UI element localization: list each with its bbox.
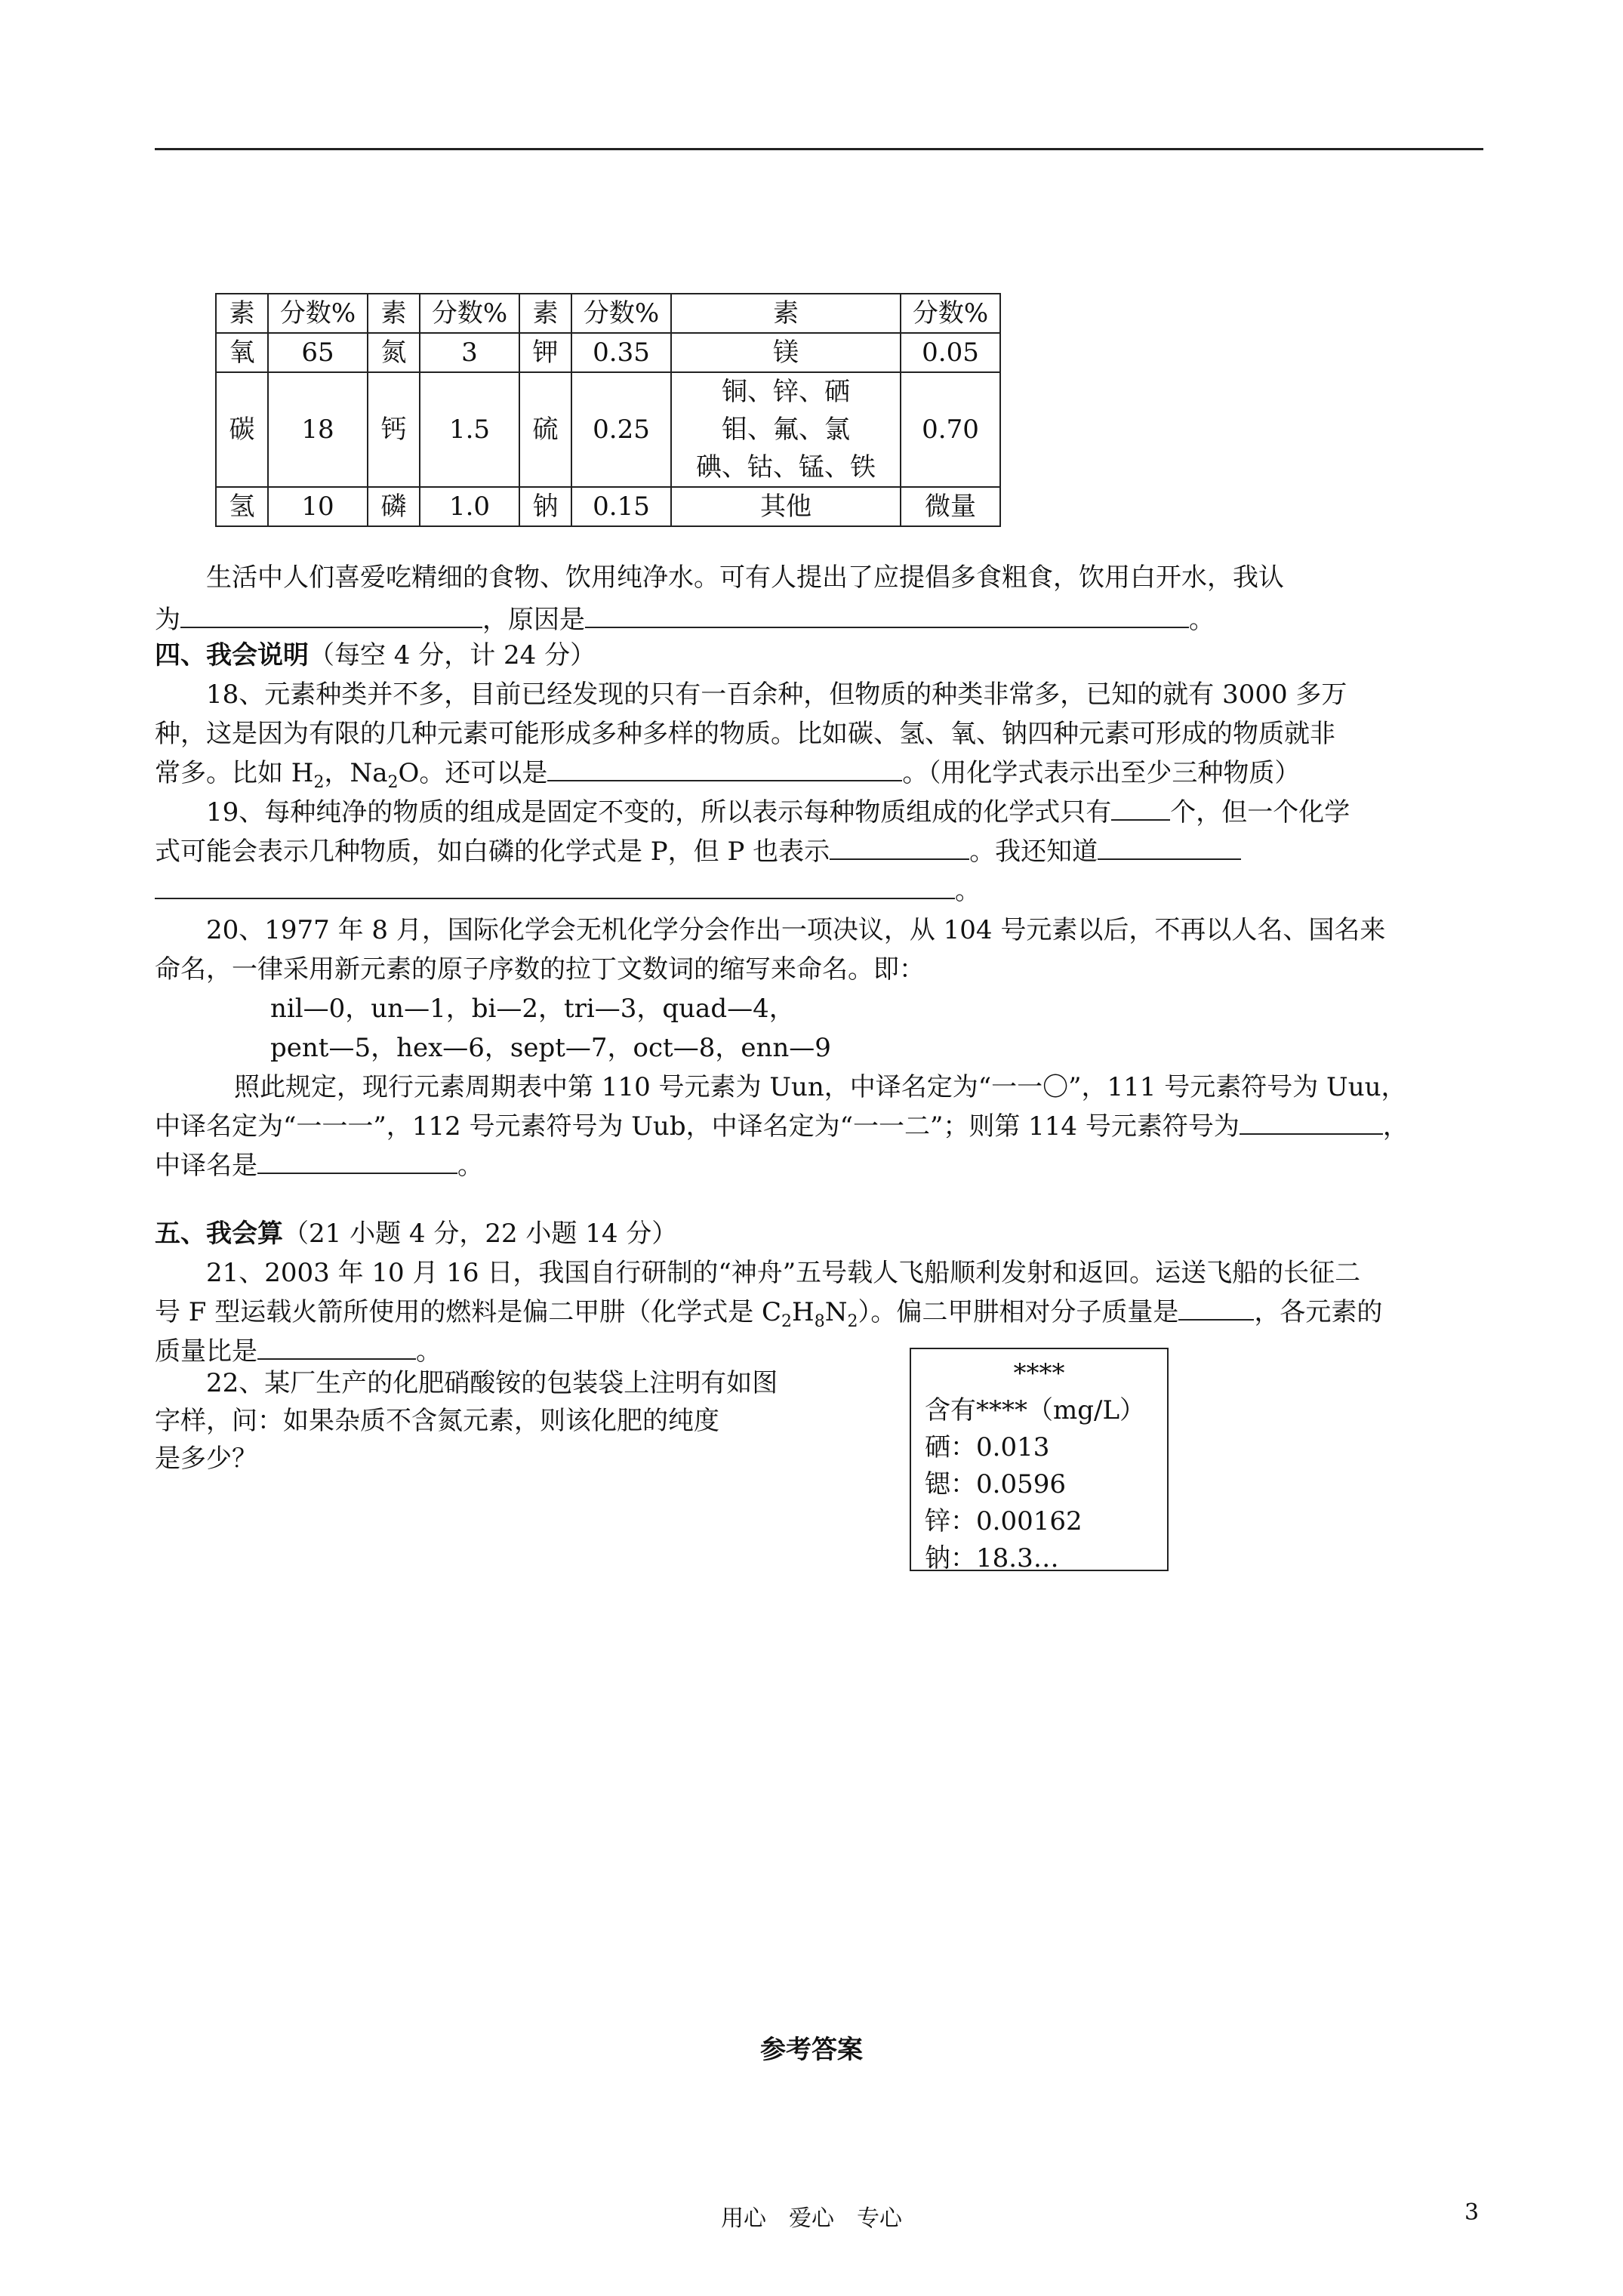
answer-blank[interactable]	[1098, 833, 1241, 860]
table-cell: 其他	[671, 487, 901, 526]
q20-line-4: pent—5，hex—6，sept—7，oct—8，enn—9	[270, 1033, 831, 1063]
table-cell: 1.0	[420, 487, 519, 526]
answer-blank[interactable]	[585, 601, 1189, 628]
q20-line-6	[155, 1108, 1409, 1145]
q21-text: ，各元素的	[1254, 1297, 1383, 1327]
q22-line-2: 字样，问：如果杂质不含氮元素，则该化肥的纯度	[155, 1406, 719, 1436]
q19-text: 式可能会表示几种物质，如白磷的化学式是 P，但 P 也表示	[155, 837, 830, 867]
q21-text: 。	[416, 1336, 442, 1367]
header-rule	[155, 148, 1483, 150]
table-cell: 素	[671, 294, 901, 333]
table-cell: 1.5	[420, 372, 519, 487]
table-cell: 65	[268, 333, 368, 372]
q18-text: O。还可以是	[398, 758, 548, 788]
answer-blank[interactable]	[1111, 794, 1170, 821]
table-cell: 0.15	[571, 487, 671, 526]
section-4-heading	[155, 636, 596, 674]
q18-line-1: 18、元素种类并不多，目前已经发现的只有一百余种，但物质的种类非常多，已知的就有 3000 多万	[206, 680, 1347, 710]
subscript: 2	[781, 1311, 793, 1331]
q19-line-3	[155, 872, 981, 910]
product-label-box	[910, 1348, 1169, 1571]
answer-blank[interactable]	[830, 833, 969, 860]
element-fraction-table	[215, 293, 1001, 527]
q21-text: N	[824, 1297, 848, 1327]
q18-text: 。（用化学式表示出至少三种物质）	[902, 758, 1301, 788]
q20-line-7	[155, 1147, 483, 1185]
table-cell: 0.05	[901, 333, 1000, 372]
section-title: 四、我会说明	[155, 640, 309, 670]
section-note: （每空 4 分，计 24 分）	[309, 640, 596, 670]
answers-heading: 参考答案	[760, 2035, 863, 2065]
q21-text: 质量比是	[155, 1336, 257, 1367]
table-cell: 镁	[671, 333, 901, 372]
section-note: （21 小题 4 分，22 小题 14 分）	[283, 1219, 678, 1249]
table-cell: 分数%	[268, 294, 368, 333]
label-line: 钠：18.3…	[925, 1543, 1059, 1573]
answer-blank[interactable]	[1178, 1293, 1254, 1321]
table-cell: 0.25	[571, 372, 671, 487]
q19-text: 个，但一个化学	[1170, 797, 1350, 827]
subscript: 2	[847, 1311, 858, 1331]
table-cell: 素	[519, 294, 571, 333]
label-line: 锶：0.0596	[925, 1469, 1066, 1499]
q20-text: 中译名定为“一一一”，112 号元素符号为 Uub，中译名定为“一一二”；则第 114 号元素符号为	[155, 1111, 1240, 1142]
q21-text: H	[792, 1297, 815, 1327]
q19-text: 。我还知道	[969, 837, 1098, 867]
subscript: 2	[313, 772, 325, 792]
table-cell: 素	[368, 294, 420, 333]
section-5-heading	[155, 1215, 677, 1253]
q18-line-2: 种，这是因为有限的几种元素可能形成多种多样的物质。比如碳、氢、氧、钠四种元素可形成的物质就非	[155, 719, 1335, 749]
q20-line-1: 20、1977 年 8 月，国际化学会无机化学分会作出一项决议，从 104 号元素以后，不再以人名、国名来	[206, 915, 1386, 945]
page-number: 3	[1464, 2199, 1480, 2226]
table-cell: 分数%	[901, 294, 1000, 333]
table-cell: 18	[268, 372, 368, 487]
q17-line-2	[155, 601, 1215, 639]
table-cell: 0.70	[901, 372, 1000, 487]
table-cell: 铜、锌、硒 钼、氟、氯 碘、钴、锰、铁	[671, 372, 901, 487]
table-cell: 10	[268, 487, 368, 526]
subscript: 2	[387, 772, 399, 792]
table-cell: 钾	[519, 333, 571, 372]
q18-text: ，Na	[324, 758, 388, 788]
q19-line-1	[206, 794, 1350, 831]
q17-text: ，原因是	[482, 605, 585, 635]
page-footer: 用心 爱心 专心	[721, 2205, 902, 2232]
table-cell: 硫	[519, 372, 571, 487]
q21-text: ）。偏二甲肼相对分子质量是	[858, 1297, 1179, 1327]
table-cell: 碳	[216, 372, 268, 487]
q19-text: 19、每种纯净的物质的组成是固定不变的，所以表示每种物质组成的化学式只有	[206, 797, 1112, 827]
q19-text: 。	[955, 876, 981, 906]
q19-line-2	[155, 833, 1241, 871]
answer-blank[interactable]	[155, 872, 955, 899]
answer-blank[interactable]	[1240, 1108, 1383, 1135]
table-cell: 分数%	[571, 294, 671, 333]
section-title: 五、我会算	[155, 1219, 283, 1249]
table-cell: 钠	[519, 487, 571, 526]
answer-blank[interactable]	[257, 1147, 457, 1174]
label-line: 硒：0.013	[925, 1432, 1050, 1462]
table-cell: 氧	[216, 333, 268, 372]
answer-blank[interactable]	[547, 754, 902, 781]
q21-text: 号 F 型运载火箭所使用的燃料是偏二甲肼（化学式是 C	[155, 1297, 782, 1327]
label-line: 锌：0.00162	[925, 1506, 1083, 1536]
label-title: ****	[1013, 1358, 1065, 1388]
q22-line-3: 是多少？	[155, 1444, 257, 1474]
table-cell: 3	[420, 333, 519, 372]
q22-line-1: 22、某厂生产的化肥硝酸铵的包装袋上注明有如图	[206, 1368, 778, 1398]
table-cell: 分数%	[420, 294, 519, 333]
table-cell: 氮	[368, 333, 420, 372]
q18-text: 常多。比如 H	[155, 758, 314, 788]
q20-line-5: 照此规定，现行元素周期表中第 110 号元素为 Uun，中译名定为“一一〇”，111 号元素符号为 Uuu，	[234, 1072, 1407, 1102]
table-cell: 素	[216, 294, 268, 333]
q20-text: 中译名是	[155, 1151, 257, 1181]
q17-text: 为	[155, 605, 180, 635]
table-cell: 钙	[368, 372, 420, 487]
answer-blank[interactable]	[180, 601, 482, 628]
q20-line-3: nil—0，un—1，bi—2，tri—3，quad—4，	[270, 994, 795, 1024]
table-cell: 微量	[901, 487, 1000, 526]
table-cell: 磷	[368, 487, 420, 526]
table-cell: 0.35	[571, 333, 671, 372]
q20-text: 。	[457, 1151, 483, 1181]
subscript: 8	[814, 1311, 825, 1331]
q17-text: 。	[1189, 605, 1215, 635]
q20-text: ，	[1382, 1111, 1409, 1142]
q20-line-2: 命名，一律采用新元素的原子序数的拉丁文数词的缩写来命名。即：	[155, 954, 925, 985]
label-line: 含有****（mg/L）	[925, 1395, 1146, 1425]
answer-blank[interactable]	[257, 1333, 416, 1360]
q17-line-1: 生活中人们喜爱吃精细的食物、饮用纯净水。可有人提出了应提倡多食粗食，饮用白开水，我认	[206, 562, 1284, 593]
q21-line-1: 21、2003 年 10 月 16 日，我国自行研制的“神舟”五号载人飞船顺利发射和返回。运送飞船的长征二	[206, 1258, 1361, 1288]
table-cell: 氢	[216, 487, 268, 526]
